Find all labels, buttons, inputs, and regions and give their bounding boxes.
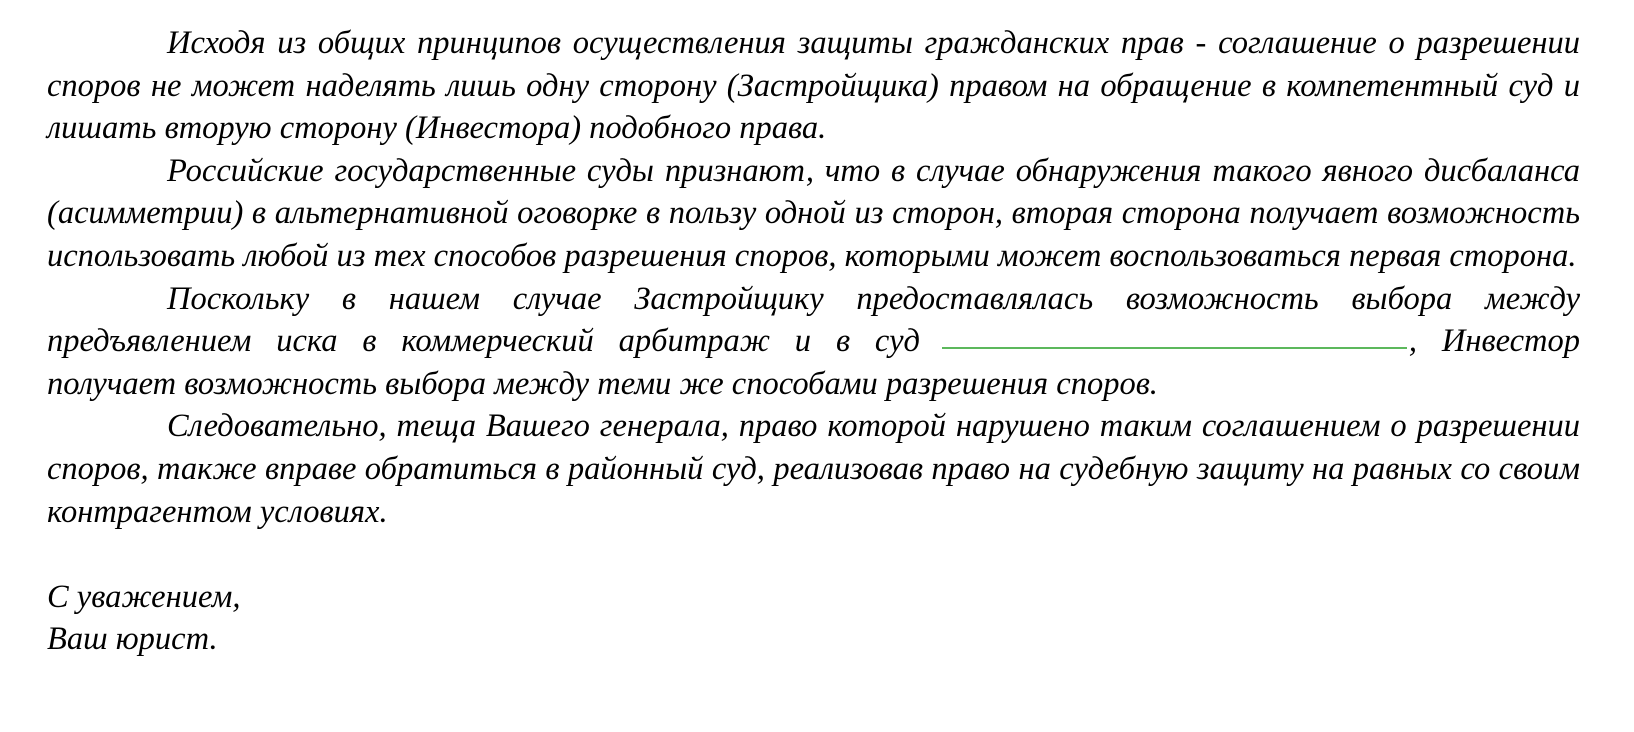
court-name-blank-field[interactable] <box>942 346 1407 349</box>
paragraph-our-case-after-blank: , Инвестор получает возможность выбора между теми же способами разрешения споров. <box>47 323 1581 402</box>
closing-spacer <box>47 533 1580 576</box>
closing-signature: Ваш юрист. <box>47 621 218 658</box>
paragraph-conclusion: Следовательно, теща Вашего генерала, право которой нарушено таким соглашением о разрешении споров, также вправе обратиться в районный суд, реализовав право на судебную защиту на равных со своим контрагентом условиях. <box>47 408 1580 530</box>
paragraph-state-courts: Российские государственные суды признают, что в случае обнаружения такого явного дисбаланса (асимметрии) в альтернативной оговорке в пользу одной из сторон, вторая сторона получает возможность использовать любой из тех способов разрешения споров, которыми может воспользоваться первая сторона. <box>47 152 1580 274</box>
paragraph-our-case <box>47 278 1580 406</box>
closing-greeting: С уважением, <box>47 578 241 615</box>
paragraph-principles: Исходя из общих принципов осуществления защиты гражданских прав - соглашение о разрешении споров не может наделять лишь одну сторону (Застройщика) правом на обращение в компетентный суд и лишать вторую сторону (Инвестора) подобного права. <box>47 25 1580 147</box>
paragraph-our-case-before-blank: Поскольку в нашем случае Застройщику предоставлялась возможность выбора между предъявлением иска в коммерческий арбитраж и в суд <box>47 280 1580 360</box>
letter-body <box>47 22 1580 661</box>
